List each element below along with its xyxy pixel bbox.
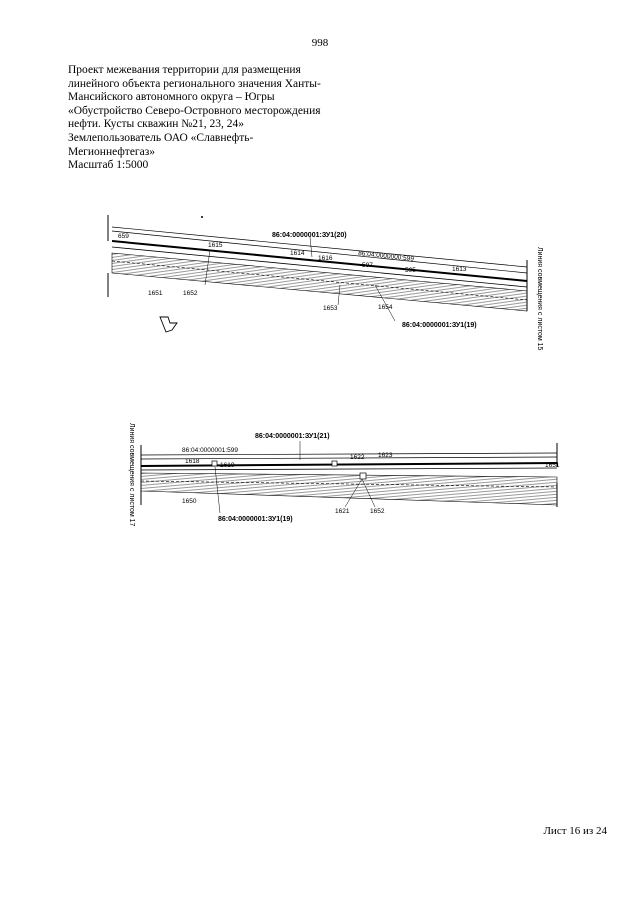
land-user-line: Землепользователь ОАО «Славнефть-	[68, 131, 254, 144]
title-line: Проект межевания территории для размещения	[68, 64, 301, 76]
sheet-number: Лист 16 из 24	[543, 825, 607, 837]
point-label: 659	[118, 233, 129, 240]
point-label: 595	[405, 267, 416, 274]
point-label: 1613	[452, 266, 467, 273]
parcel-label: 86:04:0000001:599	[182, 447, 239, 454]
map-fragment-top	[0, 205, 640, 375]
point-label: 1654	[378, 304, 393, 311]
land-user-line: Мегионнефтегаз»	[68, 145, 156, 158]
point-marker	[212, 461, 217, 466]
parcel-label: 86:04:0000001:ЗУ1(21)	[255, 433, 330, 440]
page-number: 998	[311, 37, 329, 49]
parcel-label: 86:04:0000000:599	[357, 250, 415, 263]
boundary-line	[141, 457, 557, 459]
title-block	[68, 64, 368, 173]
point-label: 1650	[182, 498, 197, 505]
leader-line	[310, 237, 312, 257]
title-line: Мансийского автономного округа – Югры	[68, 91, 275, 104]
title-line: «Обустройство Северо-Островного месторождения	[68, 104, 321, 117]
parcel-label: 86:04:0000001:ЗУ1(19)	[218, 516, 293, 523]
scale-line: Масштаб 1:5000	[68, 159, 149, 172]
point-label: 1651	[148, 290, 163, 297]
road-line	[141, 463, 557, 466]
boundary-line	[141, 468, 557, 470]
title-line: нефти. Кусты скважин №21, 23, 24»	[68, 118, 244, 131]
point-label: 1652	[183, 290, 198, 297]
connection-line-label: Линия совмещения с листом 17	[128, 423, 135, 527]
map-fragment-bottom	[0, 415, 640, 545]
point-label: 1614	[290, 250, 305, 257]
point-label: 1622	[350, 454, 365, 461]
point-label: 1652	[370, 508, 385, 515]
map-top-drawing	[0, 205, 640, 375]
title-line: линейного объекта регионального значения Ханты-	[68, 77, 321, 90]
point-marker	[332, 461, 337, 466]
connection-line-label: Линия совмещения с листом 15	[536, 247, 543, 351]
point-label: 1621	[335, 508, 350, 515]
point-label: 1653	[323, 305, 338, 312]
parcel-label: 86:04:0000001:ЗУ1(19)	[402, 322, 477, 329]
point-label: 1619	[220, 462, 235, 469]
point-label: 1651	[545, 462, 560, 469]
parcel-label: 86:04:0000001:ЗУ1(20)	[272, 232, 347, 239]
map-bottom-drawing	[0, 415, 640, 545]
point-label: 1616	[318, 255, 333, 262]
point-marker	[201, 216, 203, 218]
point-label: 1615	[208, 242, 223, 249]
point-label: 1623	[378, 452, 393, 459]
point-label: 597	[362, 262, 373, 269]
point-label: 1618	[185, 458, 200, 465]
north-arrow-icon	[160, 317, 177, 332]
point-marker	[360, 473, 366, 479]
